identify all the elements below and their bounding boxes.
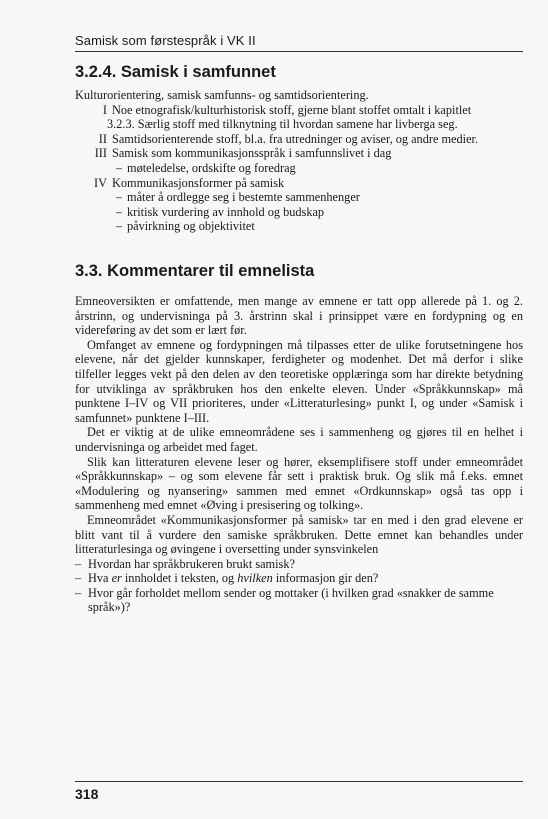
outline-text: Kommunikasjonsformer på samisk [112, 175, 285, 190]
section-3-3-body [75, 294, 523, 615]
question-text: Hvor går forholdet mellom sender og mottaker (i hvilken grad «snakker de samme språk»)? [88, 585, 494, 615]
outline-subtext: måter å ordlegge seg i bestemte sammenhenger [127, 190, 360, 205]
outline-numeral: IV [94, 175, 107, 190]
paragraph-4: Slik kan litteraturen elevene leser og hører, eksemplifisere stoff under emneområdet «Språkkunnskap» – og som elevene får sett i praktisk bruk. Og slik må f.eks. emnet «Modulering og nyansering» sammen med emnet «Ordkunnskap» også tas opp i sammenheng med emnet «Øving i presisering og tolking». [75, 454, 523, 513]
emphasis-er: er [111, 571, 122, 586]
dash-marker: – [115, 190, 122, 205]
outline-subtext: møteledelse, ordskifte og foredrag [127, 160, 296, 175]
paragraph-1: Emneoversikten er omfattende, men mange av emnene er tatt opp allerede på 1. og 2. årstrinn, og undervisninga på 3. årstrinn skal i prinsippet være en fordypning og en videreføring av det som er lært før. [75, 294, 523, 338]
section-heading-3-3: 3.3. Kommentarer til emnelista [75, 262, 315, 280]
question-text-part: innholdet i teksten, og [121, 571, 238, 586]
outline-numeral: III [94, 146, 107, 161]
dash-marker: – [115, 219, 122, 234]
dash-marker: – [75, 556, 82, 571]
outline-text-continuation: 3.2.3. Særlig stoff med tilknytning til hvordan samene har livberga seg. [107, 117, 458, 132]
section-heading-3-2-4: 3.2.4. Samisk i samfunnet [75, 63, 276, 81]
header-rule [75, 51, 523, 52]
dash-marker: – [75, 571, 82, 586]
outline-text: Noe etnografisk/kulturhistorisk stoff, gjerne blant stoffet omtalt i kapitlet [112, 102, 472, 117]
outline-subitem [75, 190, 523, 205]
outline-item-iii [75, 146, 523, 161]
running-header: Samisk som førstespråk i VK II [75, 33, 256, 48]
outline-numeral: II [98, 131, 107, 146]
outline-item-i [75, 103, 523, 118]
outline-item-iv [75, 176, 523, 191]
paragraph-5: Emneområdet «Kommunikasjonsformer på samisk» tar en med i den grad elevene er blitt vant til å vurdere den samiske språkbruken. Dette emnet kan behandles under litteraturlesinga og øvingene i oversetting under synsvinkelen [75, 512, 523, 557]
outline-subitem [75, 161, 523, 176]
outline-subitem [75, 219, 523, 234]
question-text-part: informasjon gir den? [272, 571, 379, 586]
intro-line: Kulturorientering, samisk samfunns- og samtidsorientering. [75, 88, 369, 102]
question-text [88, 571, 523, 586]
dash-marker: – [75, 585, 82, 600]
outline-text: Samtidsorienterende stoff, bl.a. fra utredninger og aviser, og andre medier. [112, 131, 479, 146]
question-item [75, 557, 523, 572]
paragraph-3: Det er viktig at de ulike emneområdene ses i sammenheng og gjøres til en helhet i undervisninga og arbeidet med faget. [75, 425, 523, 454]
outline-item-ii [75, 132, 523, 147]
paragraph-2: Omfanget av emnene og fordypningen må tilpasses etter de ulike forutsetningene hos elevene, når det gjelder kunnskaper, ferdigheter og modenhet. Det må derfor i slike tilfeller legges vekt på den delen av den teoretiske opplæringa som har direkte betydning for utviklinga av språkbruken hos den enkelte eleven. Under «Språkkunnskap» må punktene I–IV og VII prioriteres, under «Litteraturlesing» punkt I, og under «Samisk i samfunnet» punktene I–III. [75, 337, 523, 425]
dash-marker: – [115, 160, 122, 175]
question-item [75, 571, 523, 586]
outline-subtext: kritisk vurdering av innhold og budskap [127, 204, 325, 219]
outline-subtext: påvirkning og objektivitet [127, 219, 255, 234]
section-3-2-4-body [75, 88, 523, 234]
page-number: 318 [75, 786, 99, 802]
question-text-part: Hva [88, 571, 112, 586]
emphasis-hvilken: hvilken [237, 571, 273, 586]
dash-marker: – [115, 204, 122, 219]
question-text: Hvordan har språkbrukeren brukt samisk? [88, 556, 295, 571]
outline-numeral: I [102, 102, 107, 117]
question-item [75, 586, 523, 615]
outline-text: Samisk som kommunikasjonsspråk i samfunnslivet i dag [112, 146, 392, 161]
footer-rule [75, 781, 523, 782]
outline-subitem [75, 205, 523, 220]
